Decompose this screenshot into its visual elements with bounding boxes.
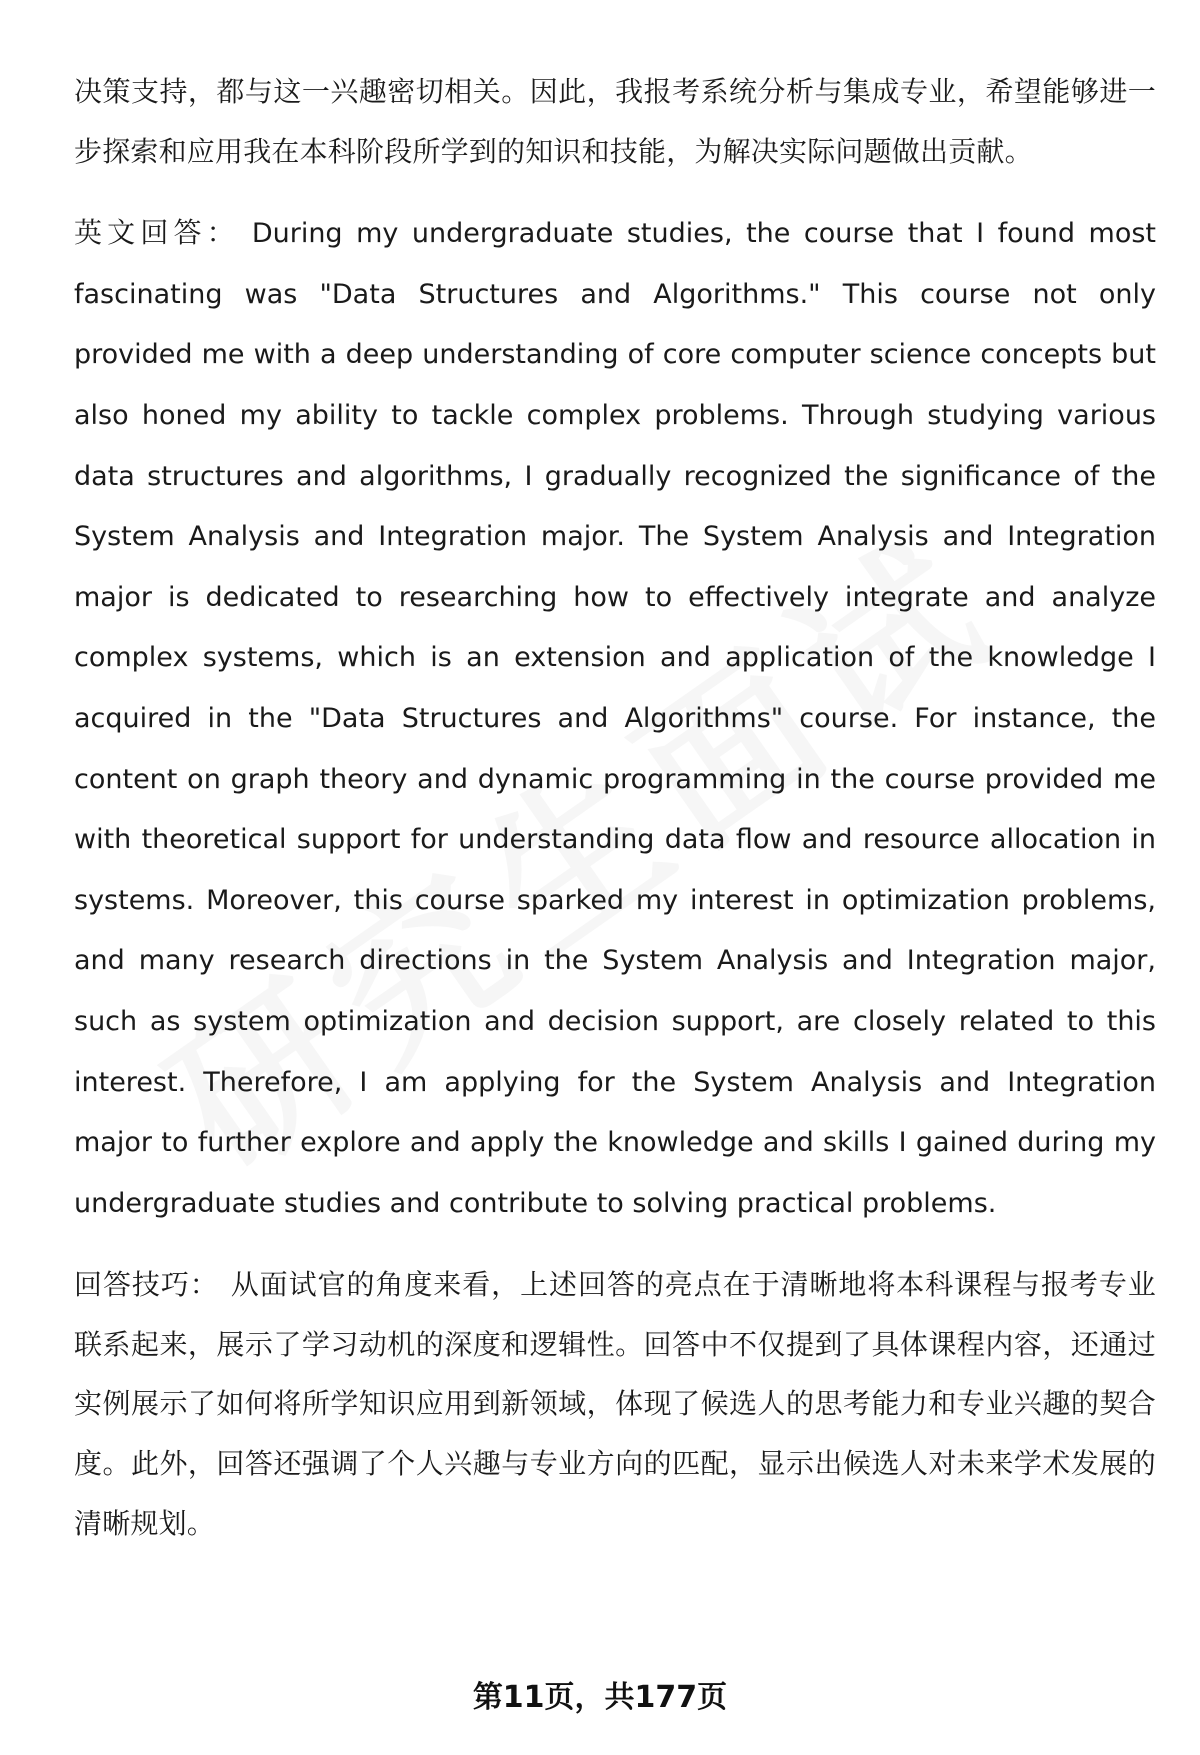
page-number-footer: 第11页，共177页 — [472, 1680, 728, 1715]
answer-tips-paragraph — [74, 1255, 1156, 1553]
english-answer-paragraph — [74, 203, 1156, 1233]
answer-tips-label: 回答技巧： — [74, 1268, 219, 1302]
answer-tips-text: 从面试官的角度来看，上述回答的亮点在于清晰地将本科课程与报考专业联系起来，展示了学习动机的深度和逻辑性。回答中不仅提到了具体课程内容，还通过实例展示了如何将所学知识应用到新领域，体现了候选人的思考能力和专业兴趣的契合度。此外，回答还强调了个人兴趣与专业方向的匹配，显示出候选人对未来学术发展的清晰规划。 — [74, 1268, 1156, 1540]
page-content — [74, 62, 1156, 1553]
paragraph-text: 决策支持，都与这一兴趣密切相关。因此，我报考系统分析与集成专业，希望能够进一步探索和应用我在本科阶段所学到的知识和技能，为解决实际问题做出贡献。 — [74, 75, 1156, 168]
english-answer-label: 英文回答： — [74, 216, 240, 250]
chinese-answer-continuation — [74, 62, 1156, 181]
english-answer-text: During my undergraduate studies, the course that I found most fascinating was "Data Structures and Algorithms." This course not only provided me with a deep understanding of core computer science concepts but also honed my ability to tackle complex problems. Through studying various data structures and algorithms, I gradually recognized the significance of the System Analysis and Integration major. The System Analysis and Integration major is dedicated to researching how to effectively integrate and analyze complex systems, which is an extension and application of the knowledge I acquired in the "Data Structures and Algorithms" course. For instance, the content on graph theory and dynamic programming in the course provided me with theoretical support for understanding data flow and resource allocation in systems. Moreover, this course sparked my interest in optimization problems, and many research directions in the System Analysis and Integration major, such as system optimization and decision support, are closely related to this interest. Therefore, I am applying for the System Analysis and Integration major to further explore and apply the knowledge and skills I gained during my undergraduate studies and contribute to solving practical problems. — [74, 218, 1156, 1219]
